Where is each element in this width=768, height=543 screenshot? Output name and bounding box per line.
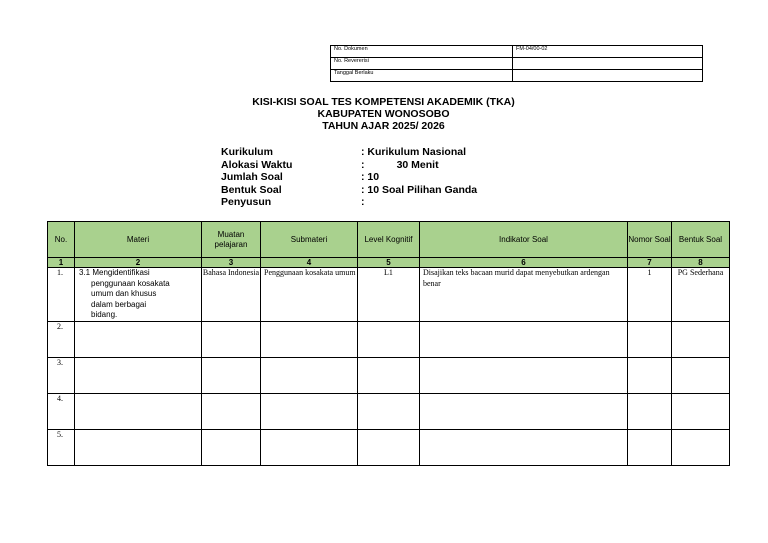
meta-value: : 30 Menit <box>361 158 439 171</box>
row-no: 3. <box>48 358 75 394</box>
row-indikator: Disajikan teks bacaan murid dapat menyebutkan ardengan benar <box>420 268 628 322</box>
empty-cell <box>628 358 672 394</box>
materi-line: penggunaan kosakata <box>91 278 170 288</box>
document-title <box>0 96 768 132</box>
kisi-kisi-table <box>47 221 730 466</box>
empty-cell <box>261 322 358 358</box>
doc-info-label: No. Dokumen <box>331 46 513 58</box>
row-nomor: 1 <box>628 268 672 322</box>
row-materi <box>75 268 202 322</box>
header-materi: Materi <box>75 222 202 258</box>
doc-info-label: Tanggal Berlaku <box>331 70 513 82</box>
column-number: 1 <box>48 258 75 268</box>
empty-cell <box>672 394 730 430</box>
title-line-1: KISI-KISI SOAL TES KOMPETENSI AKADEMIK (TKA) <box>252 96 515 108</box>
empty-cell <box>261 394 358 430</box>
document-info-table <box>330 45 703 82</box>
header-bentuk: Bentuk Soal <box>672 222 730 258</box>
header-indikator: Indikator Soal <box>420 222 628 258</box>
table-row <box>48 322 730 358</box>
column-number: 6 <box>420 258 628 268</box>
empty-cell <box>75 430 202 466</box>
empty-cell <box>672 430 730 466</box>
meta-value: : 10 Soal Pilihan Ganda <box>361 183 478 196</box>
meta-key: Alokasi Waktu <box>221 158 293 171</box>
empty-cell <box>75 394 202 430</box>
meta-key: Kurikulum <box>221 146 273 158</box>
column-number: 3 <box>202 258 261 268</box>
empty-cell <box>202 394 261 430</box>
column-number: 5 <box>358 258 420 268</box>
empty-cell <box>628 394 672 430</box>
materi-line: dalam berbagai <box>91 299 147 309</box>
header-no: No. <box>48 222 75 258</box>
materi-line: bidang. <box>91 310 118 319</box>
doc-info-row <box>331 70 703 82</box>
table-row <box>48 358 730 394</box>
row-no: 4. <box>48 394 75 430</box>
empty-cell <box>202 358 261 394</box>
table-header-row <box>48 222 730 258</box>
empty-cell <box>420 430 628 466</box>
doc-info-label: No. Revererisi <box>331 58 513 70</box>
empty-cell <box>261 430 358 466</box>
empty-cell <box>628 430 672 466</box>
meta-key: Penyusun <box>221 196 272 208</box>
empty-cell <box>420 394 628 430</box>
empty-cell <box>672 358 730 394</box>
row-level: L1 <box>358 268 420 322</box>
table-row <box>48 394 730 430</box>
empty-cell <box>202 430 261 466</box>
materi-line: 3.1 Mengidentifikasi <box>79 268 150 277</box>
meta-value: : 10 <box>361 171 380 183</box>
empty-cell <box>202 322 261 358</box>
doc-info-value <box>513 58 703 70</box>
empty-cell <box>261 358 358 394</box>
title-line-2: KABUPATEN WONOSOBO <box>317 108 450 120</box>
meta-key: Bentuk Soal <box>221 183 282 196</box>
title-line-3: TAHUN AJAR 2025/ 2026 <box>322 120 445 132</box>
doc-info-value <box>513 70 703 82</box>
row-no: 1. <box>48 268 75 322</box>
row-submateri: Penggunaan kosakata umum <box>261 268 358 322</box>
table-row <box>48 268 730 322</box>
empty-cell <box>358 322 420 358</box>
row-no: 2. <box>48 322 75 358</box>
empty-cell <box>75 322 202 358</box>
header-level: Level Kognitif <box>358 222 420 258</box>
row-no: 5. <box>48 430 75 466</box>
column-number: 7 <box>628 258 672 268</box>
column-number: 8 <box>672 258 730 268</box>
doc-info-row <box>331 58 703 70</box>
empty-cell <box>420 358 628 394</box>
doc-info-value: FM-04/00-02 <box>513 46 703 58</box>
row-muatan: Bahasa Indonesia <box>202 268 261 322</box>
meta-value: : <box>361 196 365 208</box>
empty-cell <box>420 322 628 358</box>
empty-cell <box>672 322 730 358</box>
materi-line: umum dan khusus <box>91 289 157 298</box>
row-bentuk: PG Sederhana <box>672 268 730 322</box>
empty-cell <box>358 430 420 466</box>
header-nomor: Nomor Soal <box>628 222 672 258</box>
header-muatan: Muatan pelajaran <box>202 222 261 258</box>
column-number: 2 <box>75 258 202 268</box>
column-number-row <box>48 258 730 268</box>
empty-cell <box>358 394 420 430</box>
header-submateri: Submateri <box>261 222 358 258</box>
doc-info-row <box>331 46 703 58</box>
empty-cell <box>358 358 420 394</box>
table-row <box>48 430 730 466</box>
column-number: 4 <box>261 258 358 268</box>
meta-value: : Kurikulum Nasional <box>361 146 467 158</box>
empty-cell <box>75 358 202 394</box>
empty-cell <box>628 322 672 358</box>
meta-key: Jumlah Soal <box>221 171 283 183</box>
